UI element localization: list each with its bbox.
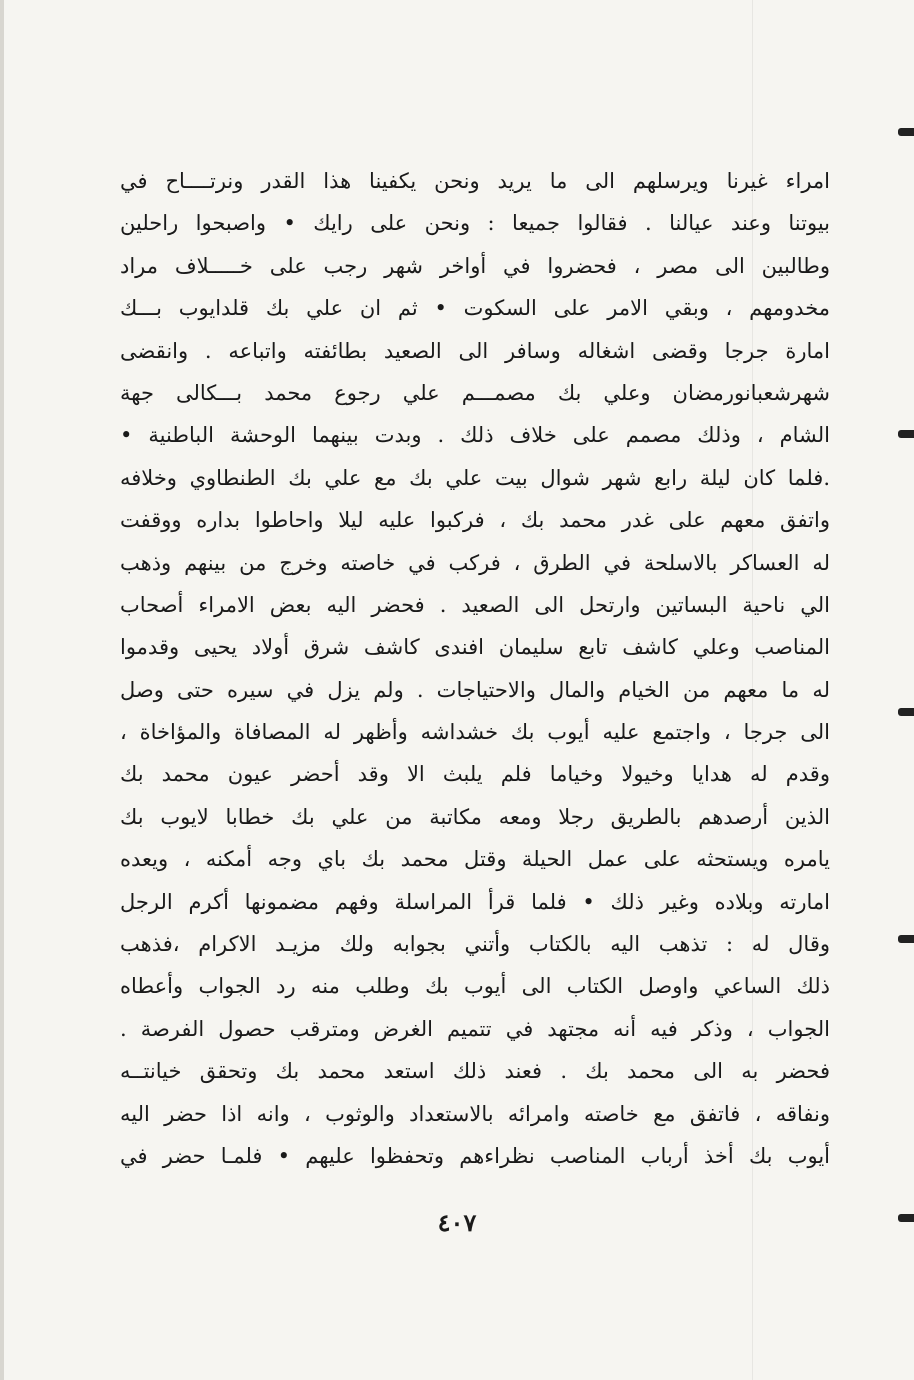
text-line: الي ناحية البساتين وارتحل الى الصعيد . فحضر اليه بعض الامراء أصحاب bbox=[120, 592, 830, 617]
text-line: وقدم له هدايا وخيولا وخياما فلم يلبث الا وقد أحضر عيون محمد بك bbox=[120, 762, 830, 787]
text-line: ونفاقه ، فاتفق مع خاصته وامرائه بالاستعداد والوثوب ، وانه اذا حضر اليه bbox=[120, 1101, 830, 1126]
text-line: الذين أرصدهم بالطريق رجلا ومعه مكاتبة من علي بك خطابا لايوب بك bbox=[120, 804, 830, 829]
text-line: امراء غيرنا ويرسلهم الى ما يريد ونحن يكفينا هذا القدر ونرتــــاح في bbox=[120, 169, 830, 193]
text-line: الشام ، وذلك مصمم على خلاف ذلك . وبدت بينهما الوحشة الباطنية • bbox=[120, 423, 830, 448]
scan-edge-mark bbox=[898, 128, 914, 136]
text-line: الى جرجا ، واجتمع عليه أيوب بك خشداشه وأظهر له المصافاة والمؤاخاة ، bbox=[120, 720, 830, 745]
binding-edge bbox=[0, 0, 4, 1380]
text-line: الجواب ، وذكر فيه أنه مجتهد في تتميم الغرض ومترقب حصول الفرصة . bbox=[120, 1016, 830, 1041]
text-line: .فلما كان ليلة رابع شهر شوال بيت علي بك مع علي بك الطنطاوي وخلافه bbox=[120, 465, 830, 490]
text-line: المناصب وعلي كاشف تابع سليمان افندى كاشف شرق أولاد يحيى وقدموا bbox=[120, 635, 830, 660]
text-line: وقال له : تذهب اليه بالكتاب وأتني بجوابه ولك مزيـد الاكرام ،فذهب bbox=[120, 932, 830, 957]
text-line: بيوتنا وعند عيالنا . فقالوا جميعا : ونحن على رايك • واصبحوا راحلين bbox=[120, 211, 830, 236]
text-line: له العساكر بالاسلحة في الطرق ، فركب في خاصته وخرج من بينهم وذهب bbox=[120, 550, 830, 575]
text-line: واتفق معهم على غدر محمد بك ، فركبوا عليه ليلا واحاطوا بداره ووقفت bbox=[120, 508, 830, 533]
scan-edge-mark bbox=[898, 708, 914, 716]
text-line: امارة جرجا وقضى اشغاله وسافر الى الصعيد بطائفته واتباعه . وانقضى bbox=[120, 338, 830, 363]
text-line: ذلك الساعي واوصل الكتاب الى أيوب بك وطلب منه رد الجواب وأعطاه bbox=[120, 974, 830, 999]
text-line: يامره ويستحثه على عمل الحيلة وقتل محمد بك باي وجه أمكنه ، ويعده bbox=[120, 847, 830, 872]
body-text bbox=[120, 160, 830, 1177]
page-number: ٤٠٧ bbox=[437, 1208, 477, 1237]
scan-edge-mark bbox=[898, 935, 914, 943]
text-line: امارته وبلاده وغير ذلك • فلما قرأ المراسلة وفهم مضمونها أكرم الرجل bbox=[120, 889, 830, 914]
text-line: مخدومهم ، وبقي الامر على السكوت • ثم ان علي بك قلدايوب بـــك bbox=[120, 296, 830, 321]
text-line: شهرشعبانورمضان وعلي بك مصمـــم علي رجوع محمد بـــكالى جهة bbox=[120, 380, 830, 405]
text-line: أيوب بك أخذ أرباب المناصب نظراءهم وتحفظوا عليهم • فلمـا حضر في bbox=[120, 1143, 830, 1168]
text-line: له ما معهم من الخيام والمال والاحتياجات . ولم يزل في سيره حتى وصل bbox=[120, 677, 830, 702]
text-line: وطالبين الى مصر ، فحضروا في أواخر شهر رجب على خـــــلاف مراد bbox=[120, 253, 830, 278]
scan-edge-mark bbox=[898, 1214, 914, 1222]
text-line: فحضر به الى محمد بك . فعند ذلك استعد محمد بك وتحقق خيانتــه bbox=[120, 1059, 830, 1084]
scan-edge-mark bbox=[898, 430, 914, 438]
